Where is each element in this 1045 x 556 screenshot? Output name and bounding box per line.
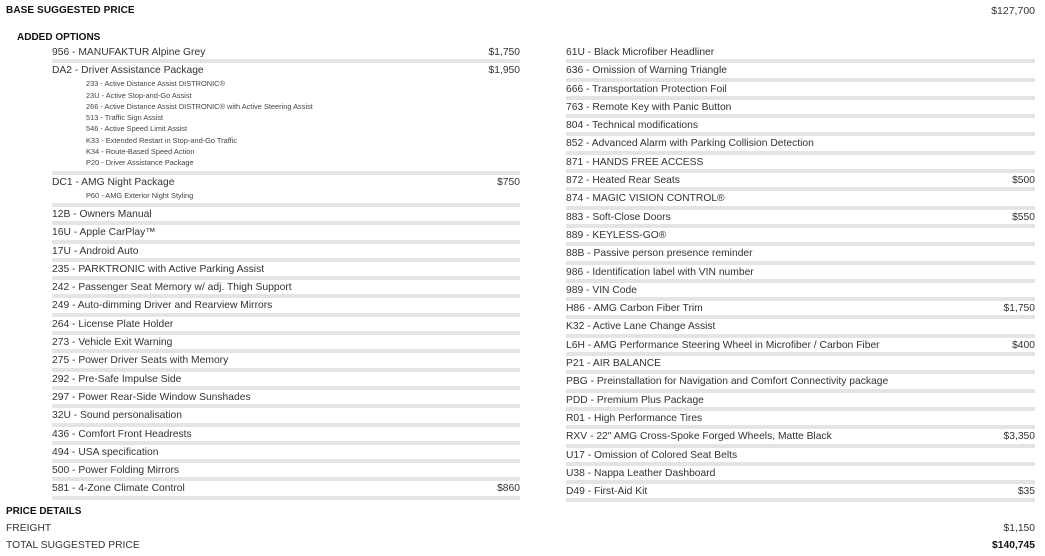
option-name: 292 - Pre-Safe Impulse Side: [52, 373, 182, 385]
option-item: [52, 45, 520, 63]
option-item: [52, 427, 520, 445]
total-label: TOTAL SUGGESTED PRICE: [6, 540, 140, 551]
option-name: 297 - Power Rear-Side Window Sunshades: [52, 391, 251, 403]
option-item: [52, 63, 520, 174]
option-item: [566, 338, 1035, 356]
option-name: 16U - Apple CarPlay™: [52, 227, 156, 239]
option-item: [566, 191, 1035, 209]
option-item: [566, 448, 1035, 466]
package-sub-item: 266 - Active Distance Assist DISTRONIC® with Active Steering Assist: [86, 101, 313, 111]
option-name: D49 - First-Aid Kit: [566, 486, 648, 498]
option-price: $1,950: [488, 65, 520, 77]
option-name: H86 - AMG Carbon Fiber Trim: [566, 303, 703, 315]
option-item: [52, 280, 520, 298]
option-name: 666 - Transportation Protection Foil: [566, 83, 727, 95]
option-name: 264 - License Plate Holder: [52, 318, 174, 330]
total-value: $140,745: [992, 540, 1035, 551]
option-name: 874 - MAGIC VISION CONTROL®: [566, 193, 725, 205]
option-item: [52, 372, 520, 390]
option-item: [52, 390, 520, 408]
option-item: [566, 393, 1035, 411]
option-item: [52, 175, 520, 207]
option-name: 889 - KEYLESS-GO®: [566, 229, 667, 241]
option-price: $1,750: [1003, 303, 1035, 315]
option-name: 852 - Advanced Alarm with Parking Collision Detection: [566, 138, 814, 150]
option-name: RXV - 22" AMG Cross-Spoke Forged Wheels, Matte Black: [566, 431, 832, 443]
option-name: 804 - Technical modifications: [566, 120, 699, 132]
option-name: 436 - Comfort Front Headrests: [52, 428, 192, 440]
package-contents: [52, 188, 520, 203]
option-item: [52, 207, 520, 225]
package-sub-item: 513 - Traffic Sign Assist: [86, 113, 164, 123]
option-item: [566, 173, 1035, 191]
option-item: [566, 155, 1035, 173]
base-price-label: BASE SUGGESTED PRICE: [6, 5, 135, 16]
freight-value: $1,150: [1003, 523, 1035, 534]
price-details-title: PRICE DETAILS: [6, 506, 82, 517]
package-sub-item: P60 - AMG Exterior Night Styling: [86, 190, 194, 200]
option-item: [566, 374, 1035, 392]
option-name: DA2 - Driver Assistance Package: [52, 65, 204, 77]
option-item: [566, 283, 1035, 301]
option-name: R01 - High Performance Tires: [566, 412, 703, 424]
freight-label: FREIGHT: [6, 523, 52, 534]
option-item: [566, 246, 1035, 264]
option-name: P21 - AIR BALANCE: [566, 358, 661, 370]
option-item: [52, 481, 520, 499]
option-name: 494 - USA specification: [52, 446, 159, 458]
package-sub-item: P20 - Driver Assistance Package: [86, 158, 194, 168]
option-name: U17 - Omission of Colored Seat Belts: [566, 449, 738, 461]
option-item: [566, 265, 1035, 283]
package-sub-item: 546 - Active Speed Limit Assist: [86, 124, 188, 134]
option-name: PDD - Premium Plus Package: [566, 394, 704, 406]
added-options-title: ADDED OPTIONS: [17, 32, 101, 43]
option-item: [566, 118, 1035, 136]
option-price: $1,750: [488, 47, 520, 58]
option-name: 883 - Soft-Close Doors: [566, 211, 671, 223]
option-item: [566, 100, 1035, 118]
option-item: [566, 356, 1035, 374]
option-item: [566, 411, 1035, 429]
option-price: $550: [1012, 211, 1035, 223]
option-price: $35: [1017, 486, 1035, 498]
option-item: [52, 244, 520, 262]
option-name: PBG - Preinstallation for Navigation and Comfort Connectivity package: [566, 376, 889, 388]
package-sub-item: 233 - Active Distance Assist DISTRONIC®: [86, 79, 225, 89]
option-name: 636 - Omission of Warning Triangle: [566, 65, 728, 77]
option-item: [52, 408, 520, 426]
option-item: [566, 82, 1035, 100]
option-item: [566, 301, 1035, 319]
option-name: K32 - Active Lane Change Assist: [566, 321, 716, 333]
option-item: [52, 298, 520, 316]
option-name: DC1 - AMG Night Package: [52, 176, 175, 188]
freight-row: [6, 523, 1035, 536]
option-name: 17U - Android Auto: [52, 245, 139, 257]
option-item: [566, 319, 1035, 337]
total-row: [6, 540, 1035, 553]
option-name: 32U - Sound personalisation: [52, 410, 182, 422]
option-name: 989 - VIN Code: [566, 284, 637, 296]
option-name: 235 - PARKTRONIC with Active Parking Assist: [52, 263, 265, 275]
option-name: 273 - Vehicle Exit Warning: [52, 337, 173, 349]
option-item: [566, 466, 1035, 484]
option-name: 61U - Black Microfiber Headliner: [566, 47, 715, 58]
package-sub-item: 23U - Active Stop-and-Go Assist: [86, 90, 192, 100]
option-name: 242 - Passenger Seat Memory w/ adj. Thigh Support: [52, 282, 292, 294]
option-item: [52, 445, 520, 463]
option-name: U38 - Nappa Leather Dashboard: [566, 467, 716, 479]
option-name: 871 - HANDS FREE ACCESS: [566, 156, 704, 168]
option-name: 275 - Power Driver Seats with Memory: [52, 355, 229, 367]
option-price: $750: [497, 176, 520, 188]
left-options-column: [52, 45, 520, 500]
option-item: [566, 136, 1035, 154]
base-price-row: [6, 5, 1035, 19]
option-item: [566, 63, 1035, 81]
option-price: $500: [1012, 175, 1035, 187]
option-item: [52, 317, 520, 335]
package-contents: [52, 76, 520, 170]
option-item: [52, 225, 520, 243]
option-item: [566, 484, 1035, 502]
option-item: [566, 429, 1035, 447]
right-options-column: [566, 45, 1035, 502]
option-name: 872 - Heated Rear Seats: [566, 175, 680, 187]
option-item: [566, 210, 1035, 228]
option-item: [52, 262, 520, 280]
option-name: 763 - Remote Key with Panic Button: [566, 101, 732, 113]
option-name: 88B - Passive person presence reminder: [566, 248, 753, 260]
option-name: L6H - AMG Performance Steering Wheel in Microfiber / Carbon Fiber: [566, 339, 880, 351]
option-name: 956 - MANUFAKTUR Alpine Grey: [52, 47, 206, 58]
option-name: 581 - 4-Zone Climate Control: [52, 483, 185, 495]
option-item: [52, 353, 520, 371]
option-name: 500 - Power Folding Mirrors: [52, 465, 180, 477]
option-name: 249 - Auto-dimming Driver and Rearview Mirrors: [52, 300, 273, 312]
option-item: [566, 45, 1035, 63]
base-price-value: $127,700: [991, 5, 1035, 17]
option-price: $3,350: [1003, 431, 1035, 443]
option-name: 12B - Owners Manual: [52, 208, 152, 220]
option-price: $400: [1012, 339, 1035, 351]
option-item: [52, 335, 520, 353]
option-price: $860: [497, 483, 520, 495]
option-name: 986 - Identification label with VIN number: [566, 266, 754, 278]
option-item: [52, 463, 520, 481]
package-sub-item: K34 - Route-Based Speed Action: [86, 147, 195, 157]
option-item: [566, 228, 1035, 246]
package-sub-item: K33 - Extended Restart in Stop-and-Go Traffic: [86, 135, 238, 145]
